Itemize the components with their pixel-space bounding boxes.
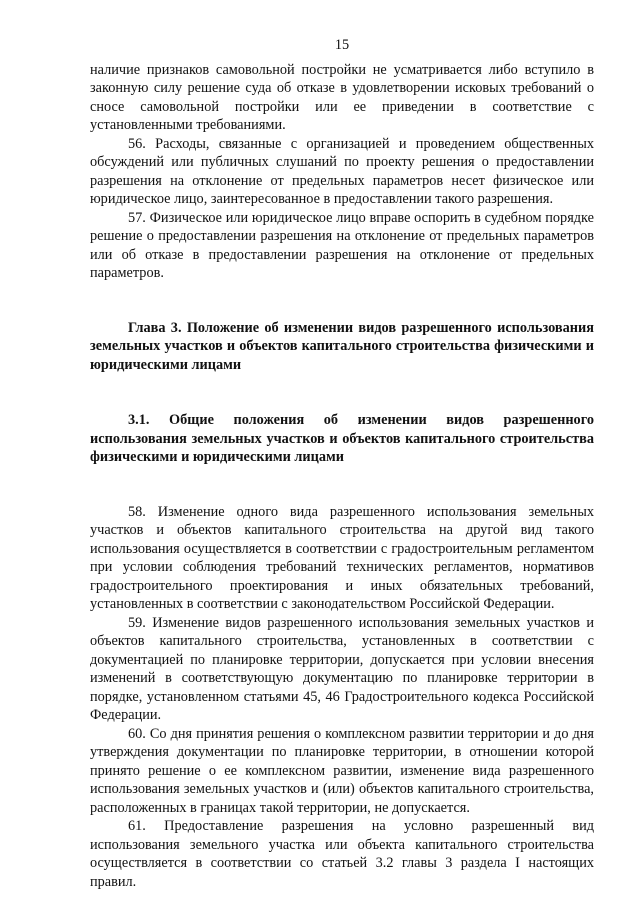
paragraph-60: 60. Со дня принятия решения о комплексном развитии территории и до дня утверждения документации по планировке территории, в отношении которой принято решение о ее комплексном развитии, изменение вида разрешенного использования земельных участков и (или) объектов капитального строительства, расположенных в границах такой территории, не допускается. <box>90 725 594 816</box>
chapter-heading: Глава 3. Положение об изменении видов разрешенного использования земельных участков и объектов капитального строительства физическими и юридическими лицами <box>90 319 594 373</box>
paragraph-58: 58. Изменение одного вида разрешенного использования земельных участков и объектов капитального строительства на другой вид такого использования осуществляется в соответствии с градостроительным регламентом при условии соблюдения требований технических регламентов, нормативов градостроительного проектирования и иных обязательных требований, установленных в соответствии с законодательством Российской Федерации. <box>90 503 594 612</box>
document-page <box>90 36 594 891</box>
page-number: 15 <box>334 37 350 53</box>
section-heading: 3.1. Общие положения об изменении видов разрешенного использования земельных участков и объектов капитального строительства физическими и юридическими лицами <box>90 412 594 465</box>
paragraph-continuation: наличие признаков самовольной постройки не усматривается либо вступило в законную силу решение суда об отказе в удовлетворении исковых требований о сносе самовольной постройки или ее приведении в соответствие с установленными требованиями. <box>90 61 594 133</box>
spacer <box>90 374 594 411</box>
spacer <box>90 467 594 503</box>
spacer <box>90 283 594 319</box>
paragraph-56: 56. Расходы, связанные с организацией и проведением общественных обсуждений или публичных слушаний по проекту решения о предоставлении разрешения на отклонение от предельных параметров несет физическое или юридическое лицо, заинтересованное в предоставлении такого разрешения. <box>90 135 594 207</box>
paragraph-61: 61. Предоставление разрешения на условно разрешенный вид использования земельного участка или объекта капитального строительства осуществляется в соответствии со статьей 3.2 главы 3 раздела I настоящих правил. <box>90 818 594 890</box>
paragraph-59: 59. Изменение видов разрешенного использования земельных участков и объектов капитального строительства, установленных в соответствии с документацией по планировке территории, допускается при условии внесения изменений в соответствующую документацию по планировке территории в порядке, установленном статьями 45, 46 Градостроительного кодекса Российской Федерации. <box>90 614 594 723</box>
paragraph-57: 57. Физическое или юридическое лицо вправе оспорить в судебном порядке решение о предоставлении разрешения на отклонение от предельных параметров или об отказе в предоставлении разрешения на отклонение от предельных параметров. <box>90 209 594 281</box>
